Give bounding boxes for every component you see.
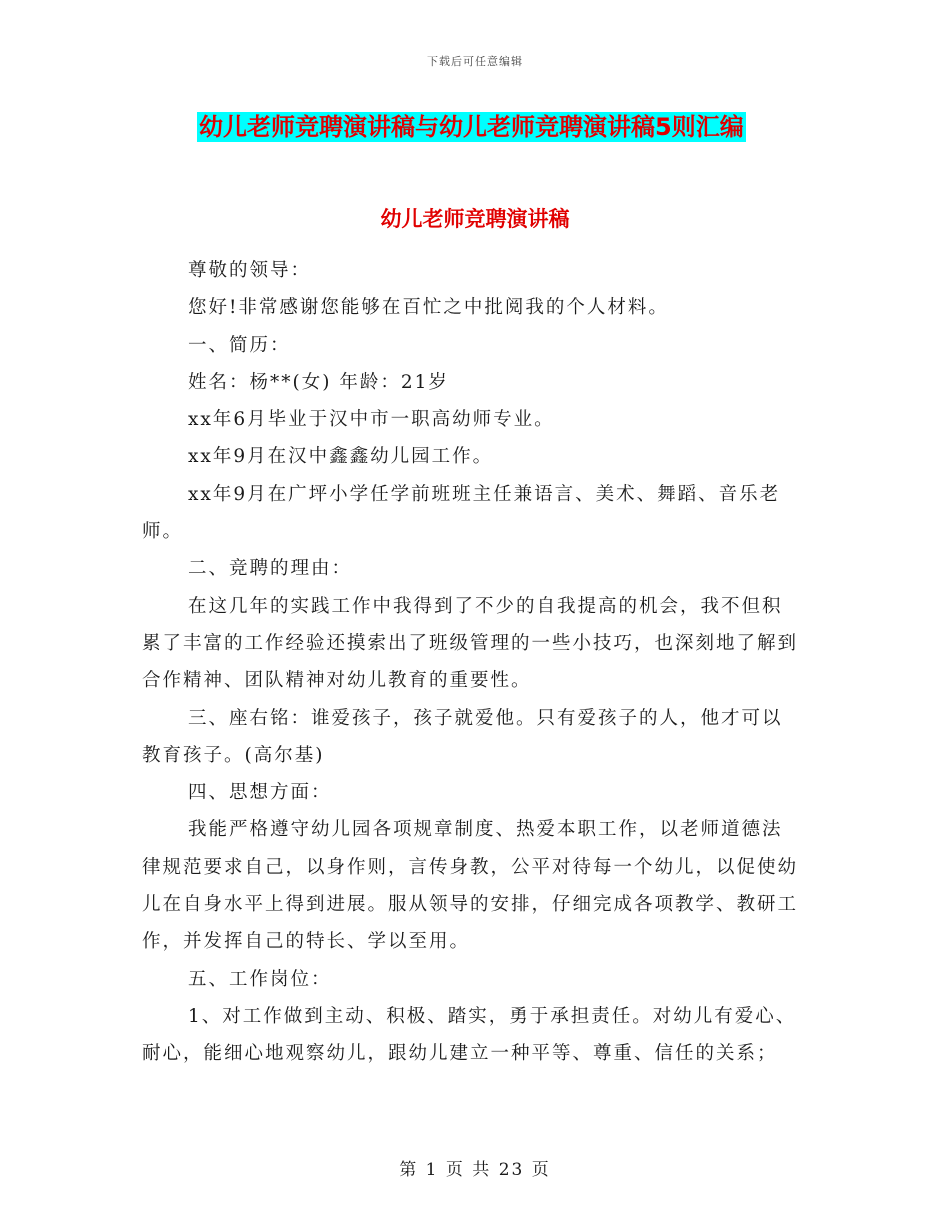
paragraph: 五、工作岗位： bbox=[188, 968, 332, 990]
paragraph: 尊敬的领导： bbox=[188, 260, 312, 281]
section-title: 幼儿老师竞聘演讲稿 bbox=[380, 207, 570, 231]
paragraph: 您好!非常感谢您能够在百忙之中批阅我的个人材料。 bbox=[188, 297, 669, 319]
paragraph: 二、竞聘的理由： bbox=[188, 558, 353, 580]
paragraph: 三、座右铭：谁爱孩子，孩子就爱他。只有爱孩子的人，他才可以教育孩子。(高尔基) bbox=[142, 707, 783, 766]
header-note: 下载后可任意编辑 bbox=[427, 55, 523, 68]
paragraph: 姓名：杨**(女) 年龄：21岁 bbox=[188, 371, 449, 393]
paragraph: xx年9月在广坪小学任学前班班主任兼语言、美术、舞蹈、音乐老师。 bbox=[142, 483, 781, 543]
body-text bbox=[142, 252, 802, 1073]
page-footer: 第 1 页 共 23 页 bbox=[399, 1160, 551, 1180]
paragraph: 我能严格遵守幼儿园各项规章制度、热爱本职工作，以老师道德法律规范要求自己，以身作则，言传身教，公平对待每一个幼儿，以促使幼儿在自身水平上得到进展。服从领导的安排，仔细完成各项教学、教研工作，并发挥自己的特长、学以至用。 bbox=[142, 819, 799, 953]
paragraph: 四、思想方面： bbox=[188, 782, 332, 804]
document-title: 幼儿老师竞聘演讲稿与幼儿老师竞聘演讲稿5则汇编 bbox=[199, 113, 744, 141]
paragraph: xx年9月在汉中鑫鑫幼儿园工作。 bbox=[188, 446, 494, 468]
paragraph: 1、对工作做到主动、积极、踏实，勇于承担责任。对幼儿有爱心、耐心，能细心地观察幼儿，跟幼儿建立一种平等、尊重、信任的关系； bbox=[142, 1005, 797, 1065]
paragraph: xx年6月毕业于汉中市一职高幼师专业。 bbox=[188, 409, 555, 431]
paragraph: 在这几年的实践工作中我得到了不少的自我提高的机会，我不但积累了丰富的工作经验还摸索出了班级管理的一些小技巧，也深刻地了解到合作精神、团队精神对幼儿教育的重要性。 bbox=[142, 595, 799, 692]
paragraph: 一、简历： bbox=[188, 334, 291, 356]
